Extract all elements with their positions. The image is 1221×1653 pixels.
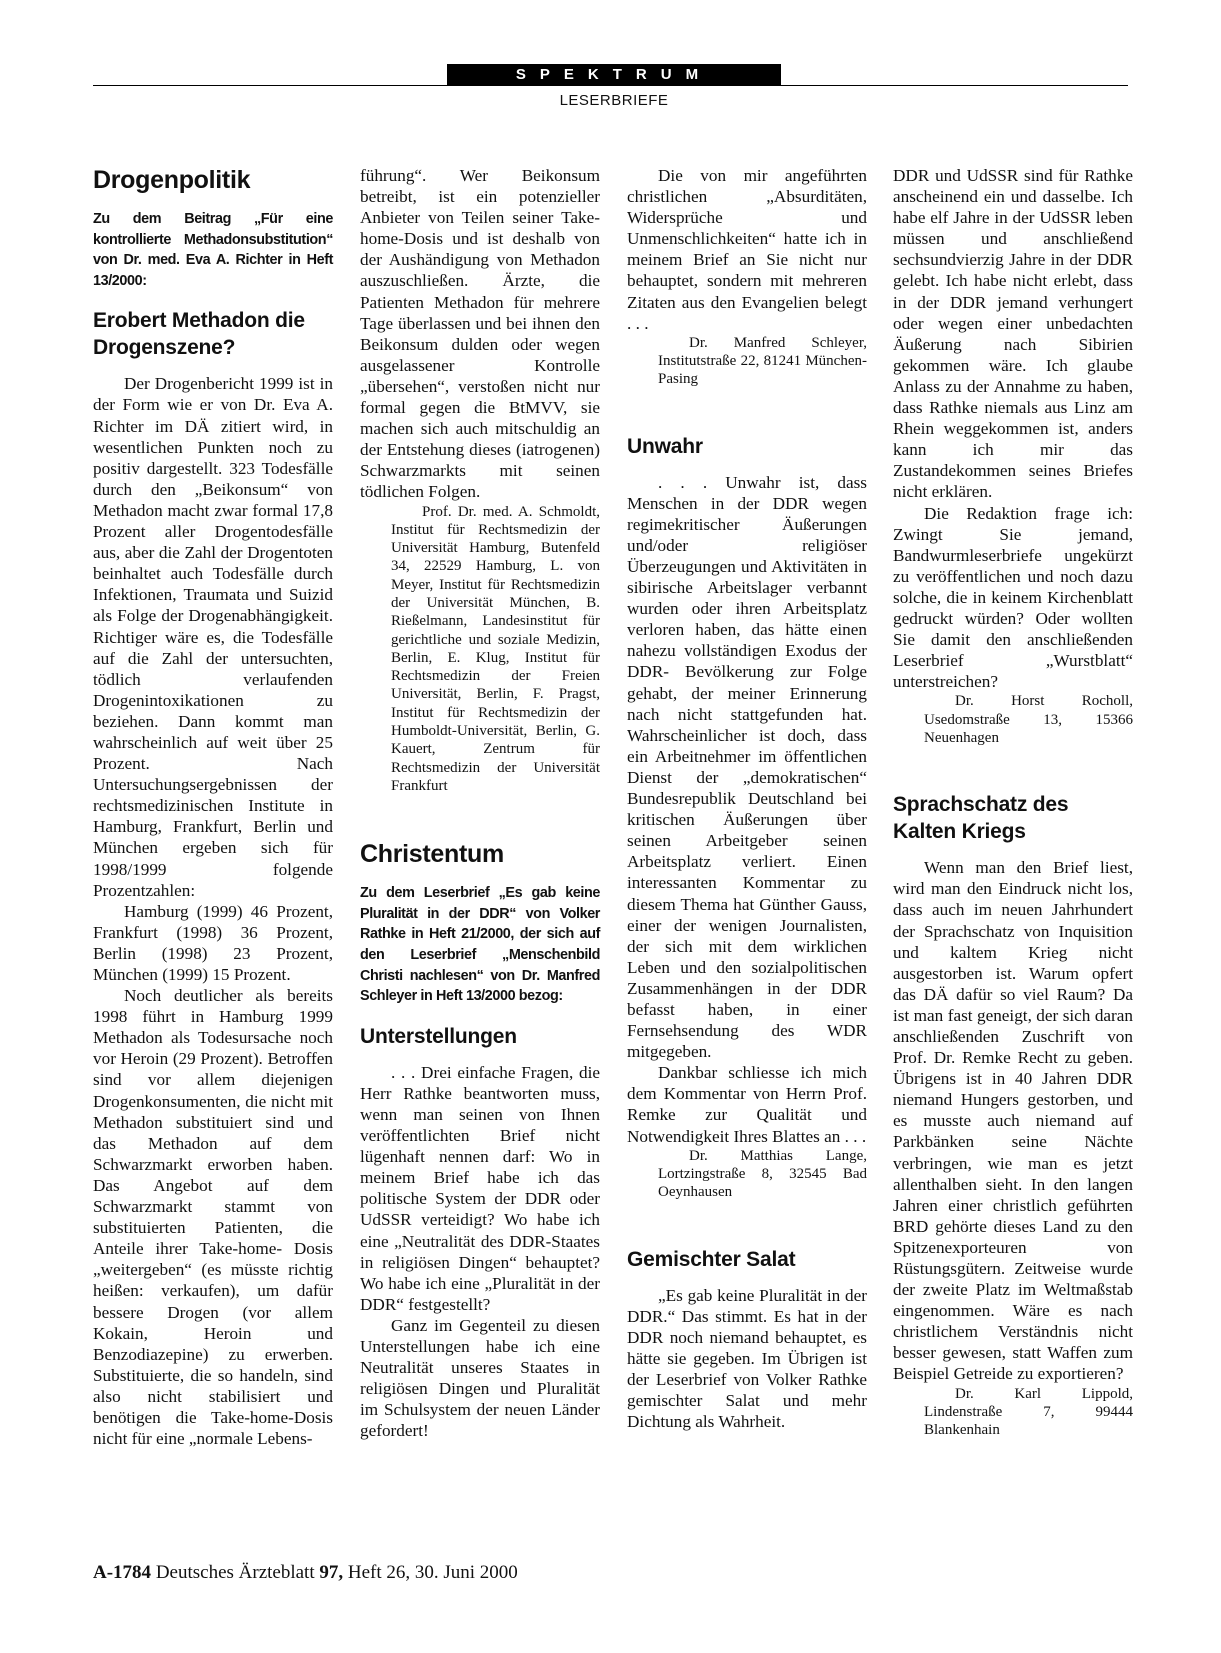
column-3: [627, 165, 867, 1432]
letter-title: Gemischter Salat: [627, 1247, 796, 1271]
section-heading-drogenpolitik: Drogenpolitik: [93, 166, 251, 194]
publication-name: Deutsches Ärzteblatt: [155, 1562, 320, 1583]
volume-number: 97,: [319, 1562, 344, 1583]
letter-title: Unterstellungen: [360, 1024, 517, 1048]
letter-title-line2: Kalten Kriegs: [893, 820, 1026, 844]
letter-paragraph: DDR und UdSSR sind für Rathke anscheinend ein und dasselbe. Ich habe elf Jahre in der UdSSR leben müssen und anschließend sechsundvierzig Jahre in der DDR gelebt. Ich habe nicht erlebt, dass in der DDR jemand verhungert oder wegen einer unbedachten Äußerung nach Sibirien gekommen wäre. Ich glaube Anlass zu der Annahme zu haben, dass Rathke niemals aus Linz am Rhein weggekommen ist, anders kann ich mir das Zustandekommen seines Briefes nicht erklären.: [893, 166, 1133, 502]
letter-signature: Dr. Matthias Lange, Lortzingstraße 8, 32545 Bad Oeynhausen: [658, 1147, 867, 1201]
letter-title-line2: Drogenszene?: [93, 336, 236, 360]
letter-paragraph: Wenn man den Brief liest, wird man den Eindruck nicht los, dass auch im neuen Jahrhundert der Sprachschatz von Inquisition und kaltem Krieg nicht ausgestorben ist. Warum opfert das DÄ dafür so viel Raum? Da ist man fast geneigt, der sich daran anschließenden Zuschrift von Prof. Dr. Remke Recht zu geben. Übrigens ist in 40 Jahren DDR niemand Hungers gestorben, und es musste auch niemand auf Parkbänken seine Nächte verbringen, wie man es jetzt allenthalben sieht. In den langen Jahren einer christlich geführten BRD gehörte dieses Land zu den Spitzenexporteuren von Rüstungsgütern. Zeitweise wurde der zweite Platz im Weltmaßstab eingenommen. Wäre es nach christlichem Verständnis nicht besser gewesen, statt Waffen zum Beispiel Getreide zu exportieren?: [893, 858, 1133, 1384]
column-2: [360, 165, 600, 1442]
letter-paragraph: Dankbar schliesse ich mich dem Kommentar von Herrn Prof. Remke zur Qualität und Notwendigkeit Ihres Blattes an . . .: [627, 1063, 867, 1146]
section-heading-christentum: Christentum: [360, 840, 504, 869]
letter-title-line1: Erobert Methadon die: [93, 309, 305, 333]
letter-paragraph: Die von mir angeführten christlichen „Absurditäten, Widersprüche und Unmenschlichkeiten“ hatte ich in meinem Brief an Sie nicht nur behauptet, sondern mit mehreren Zitaten aus den Evangelien belegt . . .: [627, 166, 867, 333]
letter-paragraph: „Es gab keine Pluralität in der DDR.“ Das stimmt. Es hat in der DDR noch niemand behauptet, es hätte sie gegeben. Im Übrigen ist der Leserbrief von Volker Rathke gemischter Salat und mehr Dichtung als Wahrheit.: [627, 1285, 867, 1432]
letter-paragraph: . . . Drei einfache Fragen, die Herr Rathke beantworten muss, wenn man seinen von Ihnen veröffentlichten Brief nicht lügenhaft nennen darf: Wo in meinem Brief habe ich das politische System der DDR oder UdSSR verteidigt? Wo habe ich eine „Neutralität des DDR-Staates in religiösen Dingen“ behauptet? Wo habe ich eine „Pluralität in der DDR“ festgestellt?: [360, 1062, 600, 1314]
letter-paragraph: Die Redaktion frage ich: Zwingt Sie jemand, Bandwurmleserbriefe ungekürzt zu veröffentlichen und noch dazu solche, die in keinem Kirchenblatt gedruckt würden? Oder wollten Sie damit den anschließenden Leserbrief „Wurstblatt“ unterstreichen?: [893, 503, 1133, 692]
letter-signature: Prof. Dr. med. A. Schmoldt, Institut für Rechtsmedizin der Universität Hamburg, Butenfeld 34, 22529 Hamburg, L. von Meyer, Institut für Rechtsmedizin der Universität München, B. Rießelmann, Landesinstitut für gerichtliche und soziale Medizin, Berlin, E. Klug, Institut für Rechtsmedizin der Freien Universität, Berlin, F. Pragst, Institut für Rechtsmedizin der Humboldt-Universität, Berlin, G. Kauert, Zentrum für Rechtsmedizin der Universität Frankfurt: [391, 503, 600, 794]
issue-date: Heft 26, 30. Juni 2000: [343, 1562, 518, 1583]
letter-signature: Dr. Karl Lippold, Lindenstraße 7, 99444 Blankenhain: [924, 1385, 1133, 1439]
page-footer: [93, 1562, 518, 1584]
letter-title: Unwahr: [627, 434, 703, 458]
article-reference: Zu dem Beitrag „Für eine kontrollierte Methadonsubstitution“ von Dr. med. Eva A. Richter in Heft 13/2000:: [93, 211, 333, 289]
letter-title-line1: Sprachschatz des: [893, 793, 1069, 817]
letter-paragraph: Ganz im Gegenteil zu diesen Unterstellungen habe ich eine Neutralität unseres Staates in religiösen Dingen und Pluralität im Schulsystem der neuen Länder gefordert!: [360, 1315, 600, 1441]
article-reference: Zu dem Leserbrief „Es gab keine Pluralität in der DDR“ von Volker Rathke in Heft 21/2000, der sich auf den Leserbrief „Menschenbild Christi nachlesen“ von Dr. Manfred Schleyer in Heft 13/2000 bezog:: [360, 885, 600, 1005]
letter-paragraph: Noch deutlicher als bereits 1998 führt in Hamburg 1999 Methadon als Todesursache noch vor Heroin (29 Prozent). Betroffen sind vor allem diejenigen Drogenkonsumenten, die nicht mit Methadon substituiert sind und das Methadon auf dem Schwarzmarkt erworben haben. Das Angebot auf dem Schwarzmarkt stammt von substituierten Patienten, die Anteile ihrer Take-home- Dosis „weitergeben“ (es müsste richtig heißen: verkaufen), um dafür bessere Drogen (vor allem Kokain, Heroin und Benzodiazepine) zu erwerben. Substituierte, die so handeln, sind also nicht stabilisiert und benötigen die Take-home-Dosis nicht für eine „normale Lebens-: [93, 986, 333, 1449]
section-banner: SPEKTRUM: [447, 64, 781, 86]
letter-signature: Dr. Horst Rocholl, Usedomstraße 13, 15366 Neuenhagen: [924, 693, 1133, 746]
letter-paragraph: . . . Unwahr ist, dass Menschen in der DDR wegen regimekritischer Äußerungen und/oder religiöser Überzeugungen und Aktivitäten in sibirische Arbeitslager verbannt wurden oder ihren Arbeitsplatz verloren haben, das hätte einen nahezu vollständigen Exodus der DDR- Bevölkerung zur Folge gehabt, der meiner Erinnerung nach nicht stattgefunden hat. Wahrscheinlicher ist doch, dass ein Arbeitnehmer im öffentlichen Dienst der „demokratischen“ Bundesrepublik Deutschland bei kritischen Äußerungen über seinen Arbeitgeber seinen Arbeitsplatz verliert. Einen interessanten Kommentar zu diesem Thema hat Günther Gauss, einer der wenigen Journalisten, der sich mit dem wirklichen Leben und den sozialpolitischen Zusammenhängen in der DDR befasst haben, in einer Fernsehsendung des WDR mitgegeben.: [627, 472, 867, 1062]
page-code: A-1784: [93, 1562, 152, 1583]
section-label: LESERBRIEFE: [559, 92, 669, 109]
letter-paragraph: Hamburg (1999) 46 Prozent, Frankfurt (1998) 36 Prozent, Berlin (1998) 23 Prozent, München (1999) 15 Prozent.: [93, 901, 333, 984]
letter-paragraph: Der Drogenbericht 1999 ist in der Form wie er von Dr. Eva A. Richter im DÄ zitiert wird, in wesentlichen Punkten noch zu positiv dargestellt. 323 Todesfälle durch den „Beikonsum“ von Methadon macht zwar formal 17,8 Prozent aller Drogentodesfälle aus, aber die Zahl der Drogentoten beinhaltet auch Todesfälle durch Infektionen, Traumata und Suizid als Folge der Drogenabhängigkeit. Richtiger wäre es, die Todesfälle auf die Zahl der untersuchten, tödlich verlaufenden Drogenintoxikationen zu beziehen. Dann kommt man wahrscheinlich auf weit über 25 Prozent. Nach Untersuchungsergebnissen der rechtsmedizinischen Institute in Hamburg, Frankfurt, Berlin und München ergeben sich für 1998/1999 folgende Prozentzahlen:: [93, 374, 333, 900]
letter-paragraph: führung“. Wer Beikonsum betreibt, ist ein potenzieller Anbieter von Teilen seiner Take-home-Dosis und ist deshalb von der Aushändigung von Methadon auszuschließen. Ärzte, die Patienten Methadon für mehrere Tage überlassen und bei ihnen den Beikonsum dulden oder wegen ausgelassener Kontrolle „übersehen“, verstoßen nicht nur formal gegen die BtMVV, sie machen sich auch mitschuldig an der Entstehung dieses (iatrogenen) Schwarzmarkts mit seinen tödlichen Folgen.: [360, 166, 600, 502]
column-4: [893, 165, 1133, 1439]
letter-signature: Dr. Manfred Schleyer, Institutstraße 22, 81241 München-Pasing: [658, 334, 867, 388]
column-1: [93, 165, 333, 1449]
